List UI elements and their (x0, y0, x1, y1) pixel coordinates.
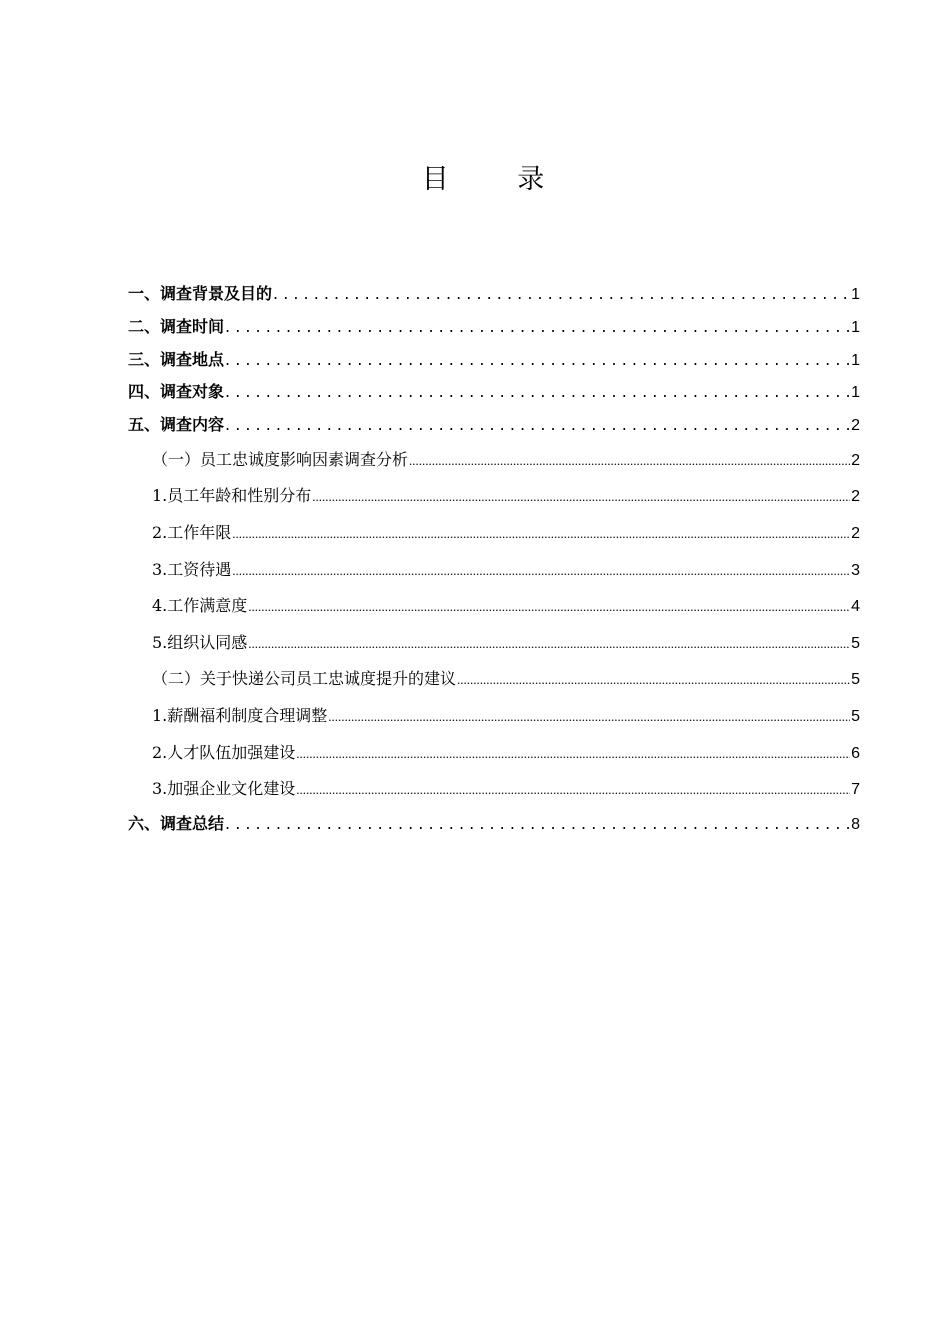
toc-entry-page: 2 (851, 417, 860, 434)
toc-entry-page: 3 (851, 562, 860, 579)
toc-entry[interactable] (128, 348, 860, 372)
dot-leader (225, 315, 850, 339)
dot-leader (232, 558, 850, 583)
toc-entry[interactable] (152, 448, 860, 472)
toc-entry-label: 五、调查内容 (128, 415, 225, 434)
toc-entry-page: 6 (851, 745, 860, 762)
toc-entry-page: 1 (851, 286, 860, 303)
dot-leader (457, 667, 850, 692)
toc-entry-page: 1 (851, 384, 860, 401)
toc-entry[interactable] (128, 812, 860, 836)
toc-entry-label: 1.员工年龄和性别分布 (152, 486, 312, 505)
toc-entry-page: 5 (851, 708, 860, 725)
dot-leader (312, 484, 850, 509)
dot-leader (248, 631, 850, 656)
toc-entry-label: 三、调查地点 (128, 350, 225, 369)
dot-leader (409, 448, 850, 473)
dot-leader (296, 741, 850, 766)
toc-entry[interactable] (152, 704, 860, 728)
toc-entry[interactable] (128, 413, 860, 437)
dot-leader (232, 521, 850, 546)
toc-entry[interactable] (152, 558, 860, 582)
dot-leader (225, 413, 850, 437)
dot-leader (225, 348, 850, 372)
toc-entry[interactable] (128, 380, 860, 404)
toc-entry-page: 1 (851, 319, 860, 336)
toc-entry[interactable] (152, 484, 860, 508)
page-title: 目 录 (421, 164, 575, 195)
toc-entry-label: 4.工作满意度 (152, 596, 248, 615)
dot-leader (296, 777, 850, 802)
toc-entry-label: 四、调查对象 (128, 382, 225, 401)
toc-entry-label: 3.加强企业文化建设 (152, 779, 296, 798)
dot-leader (225, 812, 850, 836)
toc-entry-label: （二）关于快递公司员工忠诚度提升的建议 (152, 669, 457, 688)
toc-entry-page: 2 (851, 452, 860, 469)
toc-entry-label: 5.组织认同感 (152, 633, 248, 652)
toc-entry[interactable] (152, 631, 860, 655)
toc-entry-page: 7 (851, 781, 860, 798)
toc-entry[interactable] (152, 741, 860, 765)
toc-entry-page: 2 (851, 525, 860, 542)
toc-entry-page: 4 (851, 598, 860, 615)
toc-entry[interactable] (152, 777, 860, 801)
toc-entry-label: 二、调查时间 (128, 317, 225, 336)
dot-leader (328, 704, 850, 729)
toc-entry-page: 1 (851, 352, 860, 369)
toc-entry-page: 5 (851, 671, 860, 688)
toc-entry-page: 5 (851, 635, 860, 652)
toc-entry-label: 1.薪酬福利制度合理调整 (152, 706, 328, 725)
toc-entry-label: 2.人才队伍加强建设 (152, 743, 296, 762)
toc-entry[interactable] (128, 282, 860, 306)
toc-entry-label: 一、调查背景及目的 (128, 284, 273, 303)
dot-leader (273, 282, 850, 306)
toc-entry-page: 8 (851, 816, 860, 833)
toc-entry[interactable] (152, 594, 860, 618)
toc-entry-label: 六、调查总结 (128, 814, 225, 833)
toc-entry-label: 2.工作年限 (152, 523, 232, 542)
toc-entry-label: 3.工资待遇 (152, 560, 232, 579)
toc-entry[interactable] (152, 521, 860, 545)
dot-leader (248, 594, 850, 619)
toc-entry[interactable] (152, 667, 860, 691)
toc-entry[interactable] (128, 315, 860, 339)
toc-entry-label: （一）员工忠诚度影响因素调查分析 (152, 450, 409, 469)
dot-leader (225, 380, 850, 404)
toc-entry-page: 2 (851, 488, 860, 505)
